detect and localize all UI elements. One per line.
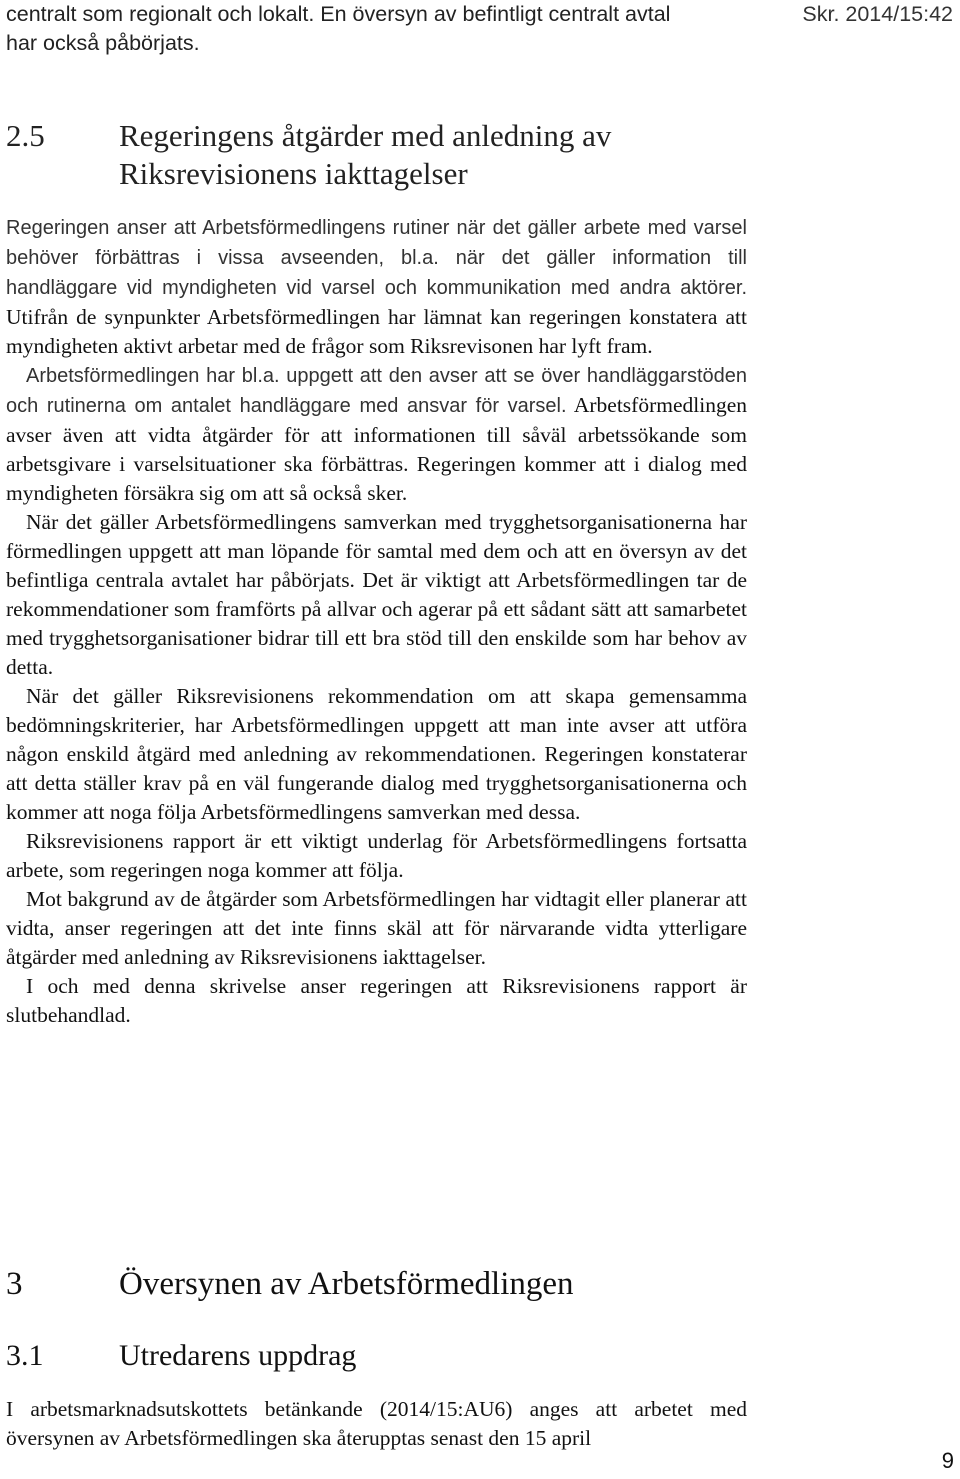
section-3-1-number: 3.1: [6, 1339, 44, 1372]
paragraph-2: [6, 361, 747, 508]
paragraph-2-part-2: Arbetsförmedlingen avser även att vidta åtgärder för att informationen till såväl arbetssökande som arbetsgivare i varselsituationer ska förbättras. Regeringen kommer att i dialog med myndigheten försäkra sig om att så också sker.: [6, 393, 747, 505]
paragraph-1: [6, 213, 747, 361]
carryover-line-2: har också påbörjats.: [6, 31, 200, 55]
section-title: Regeringens åtgärder med anledning av Riksrevisionens iakttagelser: [119, 118, 612, 191]
paragraph-1-part-2: Utifrån de synpunkter Arbetsförmedlingen har lämnat kan regeringen konstatera att myndigheten aktivt arbetar med de frågor som Riksrevisonen har lyft fram.: [6, 305, 747, 358]
paragraph-6: Mot bakgrund av de åtgärder som Arbetsförmedlingen har vidtagit eller planerar att vidta, anser regeringen att det inte finns skäl att för närvarande vidta ytterligare åtgärder med anledning av Riksrevisionens iakttagelser.: [6, 887, 747, 969]
paragraph-5: Riksrevisionens rapport är ett viktigt underlag för Arbetsförmedlingens fortsatta arbete, som regeringen noga kommer att följa.: [6, 829, 747, 882]
paragraph-4: När det gäller Riksrevisionens rekommendation om att skapa gemensamma bedömningskriterier, har Arbetsförmedlingen uppgett att man inte avser att utföra någon enskild åtgärd med anledning av rekommendationen. Regeringen konstaterar att detta ställer krav på en väl fungerande dialog med trygghetsorganisationerna och kommer att noga följa Arbetsförmedlingens samverkan med dessa.: [6, 684, 747, 824]
section-number: 2.5: [6, 118, 45, 153]
paragraph-2-part-1: Arbetsförmedlingen har bl.a. uppgett att den avser att se över handläggarstöden och rutinerna om antalet handläggare med ansvar för varsel.: [6, 365, 747, 417]
paragraph-7: I och med denna skrivelse anser regeringen att Riksrevisionens rapport är slutbehandlad.: [6, 974, 747, 1027]
section-2-5-heading: [6, 117, 747, 193]
chapter-3-heading: [6, 1262, 747, 1306]
carryover-text: [6, 0, 747, 58]
paragraph-3: När det gäller Arbetsförmedlingens samverkan med trygghetsorganisationerna har förmedlingen uppgett att man löpande för samtal med dem och att en översyn av det befintliga centrala avtalet har påbörjats. Det är viktigt att Arbetsförmedlingen tar de rekommendationer som framförts på allvar och agerar på ett sådant sätt att samarbetet med trygghetsorganisationer bidrar till ett bra stöd till den enskilde som har behov av detta.: [6, 510, 747, 679]
carryover-line-1: centralt som regionalt och lokalt. En översyn av befintligt centralt avtal: [6, 2, 671, 26]
section-2-5-body: [6, 213, 747, 1030]
chapter-title: Översynen av Arbetsförmedlingen: [119, 1266, 574, 1302]
section-3-1-title: Utredarens uppdrag: [119, 1339, 357, 1372]
section-3-1-heading: [6, 1336, 747, 1376]
chapter-number: 3: [6, 1266, 23, 1302]
section-3-1-paragraph: I arbetsmarknadsutskottets betänkande (2014/15:AU6) anges att arbetet med översynen av Arbetsförmedlingen ska återupptas senast den 15 april: [6, 1397, 747, 1450]
document-reference: Skr. 2014/15:42: [802, 2, 953, 26]
page-number: 9: [941, 1448, 954, 1473]
section-3-1-body: [6, 1395, 747, 1453]
paragraph-1-part-1: Regeringen anser att Arbetsförmedlingens rutiner när det gäller arbete med varsel behöver förbättras i vissa avseenden, bl.a. när det gäller information till handläggare vid myndigheten vid varsel och kommunikation med andra aktörer.: [6, 217, 747, 299]
